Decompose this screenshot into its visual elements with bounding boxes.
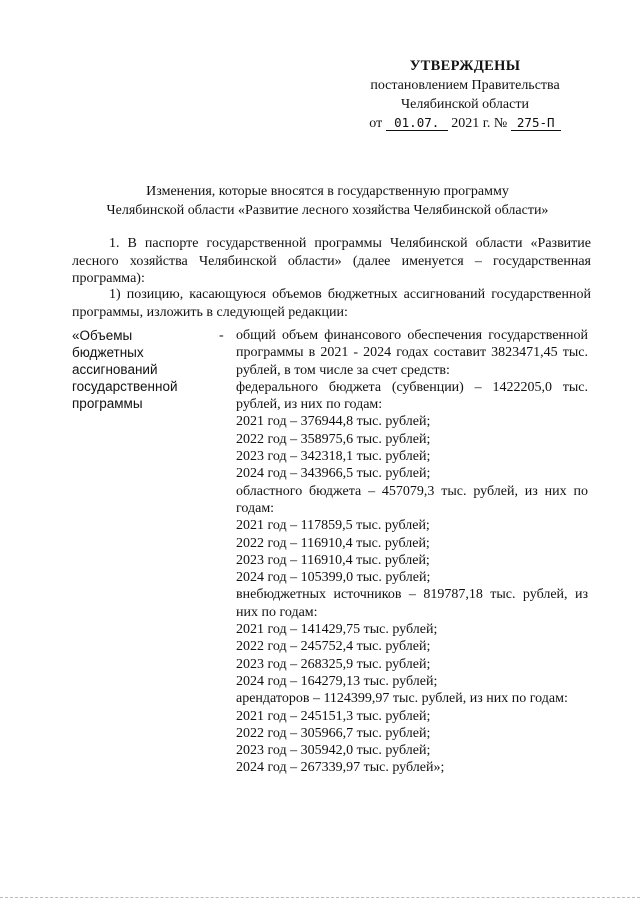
funding-line: общий объем финансового обеспечения государственной программы в 2021 - 2024 годах составит 3823471,45 тыс. рублей, в том числе за счет средств: [236, 328, 588, 378]
funding-line: 2024 год – 343966,5 тыс. рублей; [236, 466, 431, 482]
funding-line: 2021 год – 376944,8 тыс. рублей; [236, 414, 431, 430]
funding-line: 2021 год – 117859,5 тыс. рублей; [236, 518, 430, 534]
funding-line: 2021 год – 141429,75 тыс. рублей; [236, 622, 438, 638]
left-line: ассигнований [72, 362, 158, 377]
funding-line: 2023 год – 342318,1 тыс. рублей; [236, 449, 431, 465]
page-bottom-edge [0, 897, 640, 898]
year-text: 2021 г. № [451, 116, 508, 131]
funding-line: 2024 год – 105399,0 тыс. рублей; [236, 570, 431, 586]
left-line: «Объемы [72, 328, 133, 343]
funding-line: 2023 год – 305942,0 тыс. рублей; [236, 743, 431, 759]
title-line-2: Челябинской области «Развитие лесного хозяйства Челябинской области» [106, 203, 549, 218]
funding-line: 2022 год – 305966,7 тыс. рублей; [236, 725, 431, 741]
number-field: 275-П [511, 115, 561, 131]
paragraph-2: 1) позицию, касающуюся объемов бюджетных ассигнований государственной программы, изложить в следующей редакции: [72, 287, 591, 320]
funding-line: 2022 год – 116910,4 тыс. рублей; [236, 535, 430, 551]
date-field: 01.07. [386, 115, 448, 131]
approval-stamp [340, 57, 590, 133]
paragraph-1: 1. В паспорте государственной программы Челябинской области «Развитие лесного хозяйства Челябинской области» (далее именуется – государственная программа): [72, 236, 591, 286]
approval-heading: УТВЕРЖДЕНЫ [409, 58, 521, 74]
approval-line-2: Челябинской области [401, 97, 529, 112]
approval-date-line [340, 114, 590, 133]
funding-line: внебюджетных источников – 819787,18 тыс. рублей, из них по годам: [236, 587, 588, 620]
table-right-column [236, 327, 588, 777]
funding-line: 2023 год – 268325,9 тыс. рублей; [236, 656, 431, 672]
title-line-1: Изменения, которые вносятся в государственную программу [146, 184, 509, 199]
from-word: от [369, 116, 383, 131]
funding-line: 2022 год – 358975,6 тыс. рублей; [236, 431, 431, 447]
left-line: программы [72, 396, 143, 411]
table-left-column [72, 327, 192, 412]
left-line: бюджетных [72, 345, 144, 360]
funding-line: арендаторов – 1124399,97 тыс. рублей, из них по годам: [236, 691, 568, 707]
funding-line: 2022 год – 245752,4 тыс. рублей; [236, 639, 431, 655]
funding-line: 2024 год – 267339,97 тыс. рублей»; [236, 760, 445, 776]
approval-line-1: постановлением Правительства [370, 78, 560, 93]
funding-line: федерального бюджета (субвенции) – 1422205,0 тыс. рублей, из них по годам: [236, 379, 588, 413]
funding-line: 2023 год – 116910,4 тыс. рублей; [236, 552, 430, 568]
funding-line: областного бюджета – 457079,3 тыс. рублей, из них по годам: [236, 483, 588, 516]
document-title [70, 182, 585, 220]
funding-line: 2021 год – 245151,3 тыс. рублей; [236, 708, 431, 724]
left-line: государственной [72, 379, 178, 394]
table-dash: - [219, 328, 224, 343]
funding-line: 2024 год – 164279,13 тыс. рублей; [236, 673, 438, 689]
